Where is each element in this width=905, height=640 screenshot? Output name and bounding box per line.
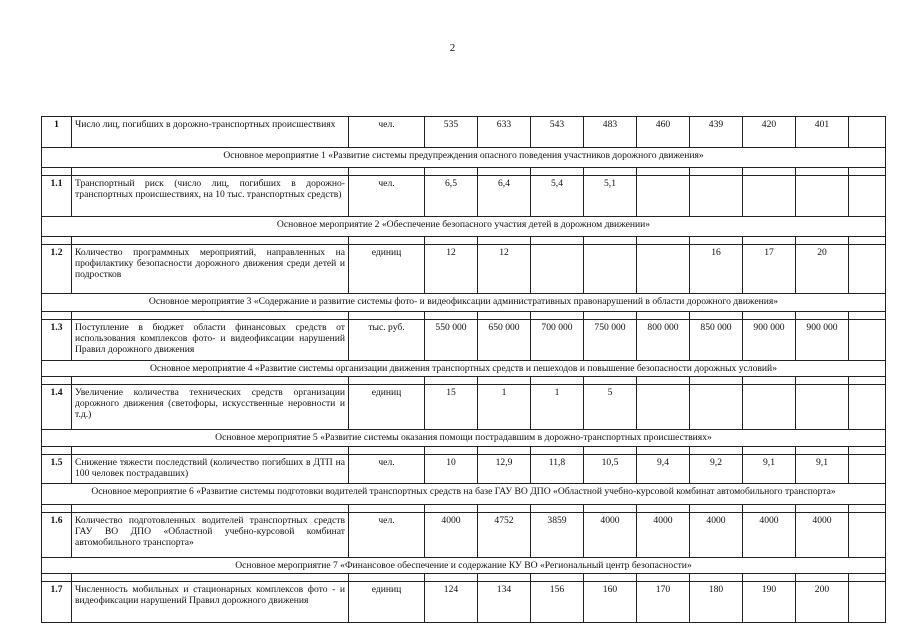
spacer-cell — [796, 505, 849, 513]
spacer-cell — [584, 505, 637, 513]
row-number: 1.1 — [42, 176, 72, 217]
spacer-cell — [531, 574, 584, 582]
value-cell: 3859 — [531, 513, 584, 558]
spacer-cell — [690, 505, 743, 513]
spacer-cell — [531, 312, 584, 320]
unit-of-measure: чел. — [349, 513, 425, 558]
spacer-cell — [531, 505, 584, 513]
spacer-cell — [42, 237, 72, 245]
indicators-table — [41, 116, 886, 623]
spacer-cell — [796, 237, 849, 245]
value-cell — [637, 385, 690, 430]
spacer-cell — [637, 447, 690, 455]
value-cell: 460 — [637, 117, 690, 148]
spacer-cell — [796, 377, 849, 385]
row-number: 1.7 — [42, 582, 72, 623]
value-cell — [637, 176, 690, 217]
value-cell: 550 000 — [425, 320, 478, 361]
indicator-name: Снижение тяжести последствий (количество погибших в ДТП на 100 человек пострадавших) — [72, 455, 349, 484]
row-spacer — [42, 237, 886, 245]
spacer-cell — [690, 168, 743, 176]
value-cell: 170 — [637, 582, 690, 623]
spacer-cell — [849, 312, 886, 320]
spacer-cell — [743, 447, 796, 455]
row-spacer — [42, 574, 886, 582]
value-cell: 4000 — [796, 513, 849, 558]
spacer-cell — [637, 377, 690, 385]
spacer-cell — [349, 237, 425, 245]
table-body — [42, 117, 886, 623]
value-cell: 160 — [584, 582, 637, 623]
value-cell: 9,1 — [743, 455, 796, 484]
spacer-cell — [637, 168, 690, 176]
indicator-name: Увеличение количества технических средств организации дорожного движения (светофоры, искусственные неровности и т.д.) — [72, 385, 349, 430]
spacer-cell — [72, 447, 349, 455]
value-cell: 5 — [584, 385, 637, 430]
value-cell — [743, 385, 796, 430]
section-title: Основное мероприятие 3 «Содержание и развитие системы фото- и видеофиксации административных правонарушений в области дорожного движения» — [42, 294, 886, 312]
value-cell: 16 — [690, 245, 743, 294]
value-cell: 200 — [796, 582, 849, 623]
value-cell: 401 — [796, 117, 849, 148]
row-spacer — [42, 168, 886, 176]
indicator-row — [42, 245, 886, 294]
unit-of-measure: единиц — [349, 385, 425, 430]
spacer-cell — [42, 447, 72, 455]
spacer-cell — [637, 312, 690, 320]
value-cell — [849, 117, 886, 148]
row-spacer — [42, 312, 886, 320]
spacer-cell — [584, 312, 637, 320]
indicator-name: Число лиц, погибших в дорожно-транспортных происшествиях — [72, 117, 349, 148]
section-title: Основное мероприятие 1 «Развитие системы предупреждения опасного поведения участников дорожного движения» — [42, 148, 886, 168]
value-cell: 11,8 — [531, 455, 584, 484]
spacer-cell — [849, 237, 886, 245]
section-row — [42, 430, 886, 447]
spacer-cell — [425, 237, 478, 245]
value-cell: 156 — [531, 582, 584, 623]
spacer-cell — [743, 505, 796, 513]
value-cell: 4000 — [584, 513, 637, 558]
spacer-cell — [349, 505, 425, 513]
section-row — [42, 361, 886, 377]
value-cell — [584, 245, 637, 294]
spacer-cell — [425, 505, 478, 513]
value-cell: 124 — [425, 582, 478, 623]
spacer-cell — [690, 447, 743, 455]
indicator-name: Поступление в бюджет области финансовых средств от использования комплексов фото- и видеофиксации нарушений Правил дорожного движения — [72, 320, 349, 361]
spacer-cell — [584, 574, 637, 582]
value-cell — [849, 582, 886, 623]
value-cell: 17 — [743, 245, 796, 294]
spacer-cell — [849, 377, 886, 385]
value-cell: 20 — [796, 245, 849, 294]
value-cell — [849, 176, 886, 217]
spacer-cell — [796, 312, 849, 320]
spacer-cell — [531, 237, 584, 245]
spacer-cell — [531, 168, 584, 176]
value-cell: 9,4 — [637, 455, 690, 484]
value-cell: 800 000 — [637, 320, 690, 361]
spacer-cell — [425, 312, 478, 320]
spacer-cell — [584, 237, 637, 245]
value-cell: 4000 — [637, 513, 690, 558]
value-cell: 190 — [743, 582, 796, 623]
value-cell — [637, 245, 690, 294]
spacer-cell — [42, 505, 72, 513]
section-row — [42, 217, 886, 237]
value-cell: 5,4 — [531, 176, 584, 217]
value-cell — [849, 385, 886, 430]
spacer-cell — [690, 312, 743, 320]
value-cell: 1 — [531, 385, 584, 430]
value-cell — [849, 455, 886, 484]
page-number: 2 — [449, 42, 456, 54]
value-cell: 6,4 — [478, 176, 531, 217]
indicator-name: Транспортный риск (число лиц, погибших в дорожно-транспортных происшествиях, на 10 тыс. транспортных средств) — [72, 176, 349, 217]
value-cell — [796, 385, 849, 430]
spacer-cell — [72, 377, 349, 385]
spacer-cell — [349, 447, 425, 455]
spacer-cell — [796, 574, 849, 582]
section-title: Основное мероприятие 2 «Обеспечение безопасного участия детей в дорожном движении» — [42, 217, 886, 237]
section-row — [42, 484, 886, 505]
row-number: 1.6 — [42, 513, 72, 558]
indicator-row — [42, 385, 886, 430]
spacer-cell — [349, 377, 425, 385]
spacer-cell — [425, 168, 478, 176]
value-cell: 180 — [690, 582, 743, 623]
spacer-cell — [425, 574, 478, 582]
section-title: Основное мероприятие 6 «Развитие системы подготовки водителей транспортных средств на базе ГАУ ВО ДПО «Областной учебно-курсовой комбинат автомобильного транспорта» — [42, 484, 886, 505]
spacer-cell — [584, 377, 637, 385]
value-cell — [743, 176, 796, 217]
value-cell: 6,5 — [425, 176, 478, 217]
value-cell: 5,1 — [584, 176, 637, 217]
unit-of-measure: тыс. руб. — [349, 320, 425, 361]
indicator-name: Численность мобильных и стационарных комплексов фото - и видеофиксации нарушений Правил дорожного движения — [72, 582, 349, 623]
indicator-row — [42, 582, 886, 623]
value-cell: 10,5 — [584, 455, 637, 484]
value-cell: 535 — [425, 117, 478, 148]
value-cell: 4000 — [743, 513, 796, 558]
row-number: 1.5 — [42, 455, 72, 484]
unit-of-measure: чел. — [349, 455, 425, 484]
spacer-cell — [531, 447, 584, 455]
value-cell: 750 000 — [584, 320, 637, 361]
spacer-cell — [425, 447, 478, 455]
spacer-cell — [478, 505, 531, 513]
indicator-row — [42, 176, 886, 217]
row-spacer — [42, 377, 886, 385]
spacer-cell — [584, 447, 637, 455]
spacer-cell — [849, 447, 886, 455]
value-cell: 900 000 — [743, 320, 796, 361]
value-cell: 633 — [478, 117, 531, 148]
section-row — [42, 558, 886, 574]
section-row — [42, 294, 886, 312]
value-cell: 12,9 — [478, 455, 531, 484]
spacer-cell — [690, 377, 743, 385]
spacer-cell — [349, 574, 425, 582]
spacer-cell — [478, 447, 531, 455]
spacer-cell — [637, 237, 690, 245]
value-cell: 700 000 — [531, 320, 584, 361]
value-cell: 900 000 — [796, 320, 849, 361]
row-spacer — [42, 447, 886, 455]
unit-of-measure: чел. — [349, 176, 425, 217]
spacer-cell — [425, 377, 478, 385]
spacer-cell — [349, 312, 425, 320]
spacer-cell — [743, 312, 796, 320]
value-cell: 420 — [743, 117, 796, 148]
value-cell — [849, 320, 886, 361]
spacer-cell — [478, 312, 531, 320]
value-cell — [796, 176, 849, 217]
value-cell: 543 — [531, 117, 584, 148]
value-cell: 15 — [425, 385, 478, 430]
spacer-cell — [849, 168, 886, 176]
spacer-cell — [478, 237, 531, 245]
spacer-cell — [72, 168, 349, 176]
value-cell: 9,2 — [690, 455, 743, 484]
indicator-name: Количество программных мероприятий, направленных на профилактику безопасности дорожного движения среди детей и подростков — [72, 245, 349, 294]
spacer-cell — [849, 505, 886, 513]
value-cell — [849, 513, 886, 558]
spacer-cell — [72, 574, 349, 582]
spacer-cell — [531, 377, 584, 385]
spacer-cell — [42, 377, 72, 385]
section-title: Основное мероприятие 4 «Развитие системы организации движения транспортных средств и пешеходов и повышение безопасности дорожных условий» — [42, 361, 886, 377]
spacer-cell — [42, 168, 72, 176]
spacer-cell — [584, 168, 637, 176]
indicator-name: Количество подготовленных водителей транспортных средств ГАУ ВО ДПО «Областной учебно-курсовой комбинат автомобильного транспорта» — [72, 513, 349, 558]
value-cell: 12 — [425, 245, 478, 294]
value-cell: 12 — [478, 245, 531, 294]
spacer-cell — [72, 505, 349, 513]
value-cell — [690, 385, 743, 430]
value-cell: 1 — [478, 385, 531, 430]
spacer-cell — [72, 237, 349, 245]
spacer-cell — [690, 237, 743, 245]
value-cell: 483 — [584, 117, 637, 148]
value-cell: 9,1 — [796, 455, 849, 484]
spacer-cell — [42, 312, 72, 320]
spacer-cell — [849, 574, 886, 582]
spacer-cell — [478, 168, 531, 176]
row-number: 1.4 — [42, 385, 72, 430]
value-cell: 850 000 — [690, 320, 743, 361]
section-row — [42, 148, 886, 168]
value-cell: 650 000 — [478, 320, 531, 361]
value-cell — [690, 176, 743, 217]
spacer-cell — [743, 574, 796, 582]
unit-of-measure: единиц — [349, 582, 425, 623]
section-title: Основное мероприятие 5 «Развитие системы оказания помощи пострадавшим в дорожно-транспортных происшествиях» — [42, 430, 886, 447]
value-cell: 439 — [690, 117, 743, 148]
value-cell: 4000 — [425, 513, 478, 558]
value-cell: 4752 — [478, 513, 531, 558]
spacer-cell — [637, 505, 690, 513]
spacer-cell — [478, 377, 531, 385]
indicator-row — [42, 320, 886, 361]
row-spacer — [42, 505, 886, 513]
spacer-cell — [72, 312, 349, 320]
indicator-row — [42, 455, 886, 484]
unit-of-measure: единиц — [349, 245, 425, 294]
value-cell — [849, 245, 886, 294]
spacer-cell — [796, 447, 849, 455]
row-number: 1.3 — [42, 320, 72, 361]
spacer-cell — [743, 377, 796, 385]
value-cell: 134 — [478, 582, 531, 623]
spacer-cell — [743, 168, 796, 176]
indicator-row — [42, 513, 886, 558]
spacer-cell — [743, 237, 796, 245]
row-number: 1 — [42, 117, 72, 148]
value-cell: 10 — [425, 455, 478, 484]
indicator-row — [42, 117, 886, 148]
spacer-cell — [478, 574, 531, 582]
row-number: 1.2 — [42, 245, 72, 294]
spacer-cell — [796, 168, 849, 176]
unit-of-measure: чел. — [349, 117, 425, 148]
value-cell — [531, 245, 584, 294]
spacer-cell — [42, 574, 72, 582]
value-cell: 4000 — [690, 513, 743, 558]
spacer-cell — [349, 168, 425, 176]
spacer-cell — [637, 574, 690, 582]
section-title: Основное мероприятие 7 «Финансовое обеспечение и содержание КУ ВО «Региональный центр безопасности» — [42, 558, 886, 574]
spacer-cell — [690, 574, 743, 582]
